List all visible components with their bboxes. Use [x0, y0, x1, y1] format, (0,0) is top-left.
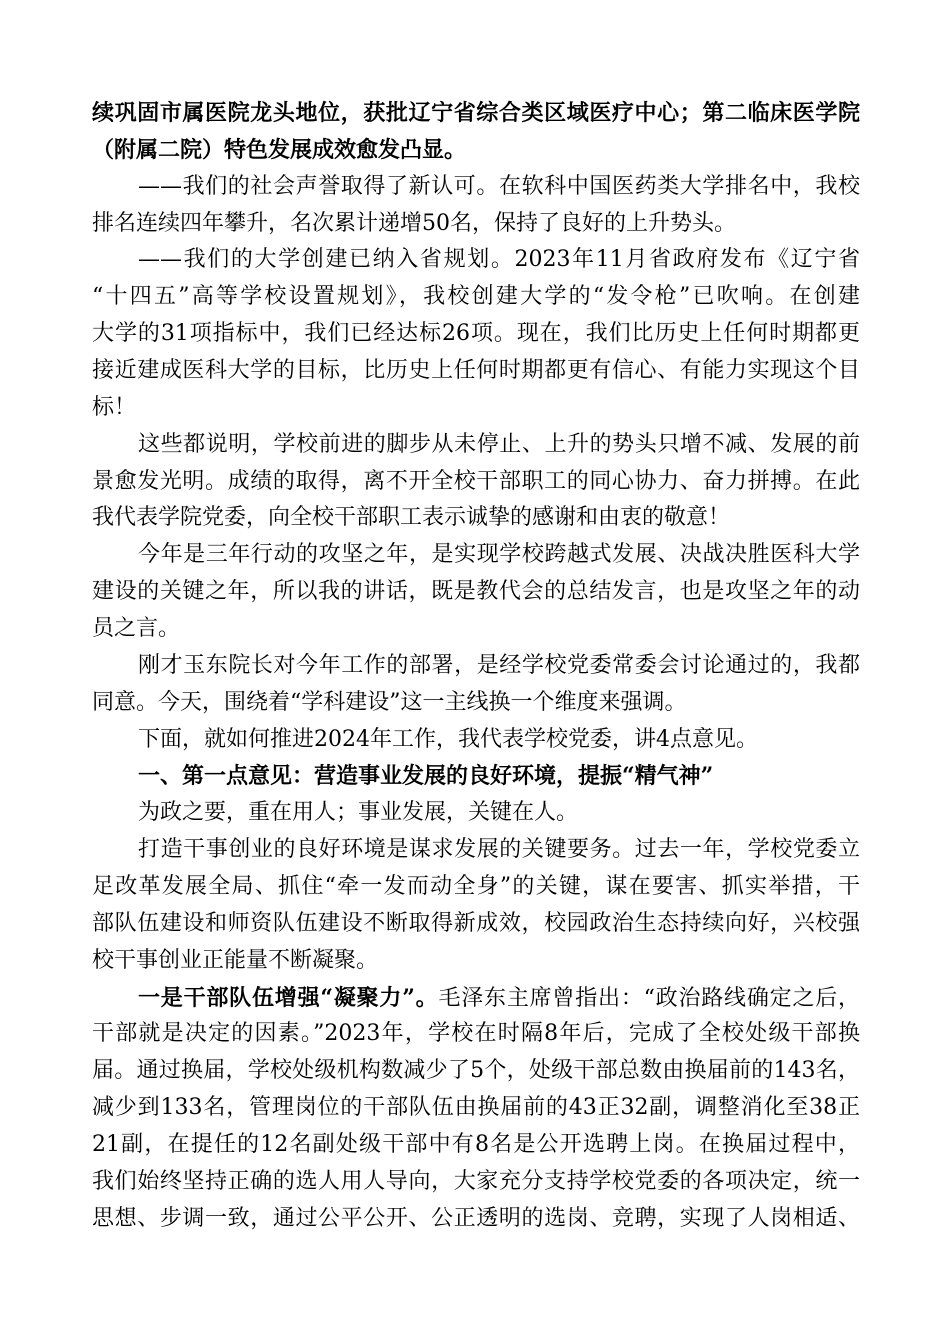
bold-lead-in: 一是干部队伍增强“凝聚力”。	[138, 984, 439, 1011]
text-line	[92, 869, 860, 906]
text-line	[92, 242, 860, 279]
line-text: 21副，在提任的12名副处级干部中有8名是公开选聘上岗。在换届过程中，	[92, 1132, 860, 1158]
paragraph	[92, 722, 860, 759]
line-text: 思想、步调一致，通过公平公开、公正透明的选岗、竞聘，实现了人岗相适、	[92, 1205, 860, 1231]
paragraph	[92, 832, 860, 979]
text-line	[92, 722, 860, 759]
line-text: 排名连续四年攀升，名次累计递增50名，保持了良好的上升势头。	[92, 210, 736, 236]
paragraph	[92, 795, 860, 832]
text-line	[92, 464, 860, 501]
line-text: 减少到133名，管理岗位的干部队伍由换届前的43正32副，调整消化至38正	[92, 1095, 860, 1121]
text-line	[92, 1201, 860, 1238]
text-line	[92, 1164, 860, 1201]
line-text: 接近建成医科大学的目标，比历史上任何时期都更有信心、有能力实现这个目	[92, 358, 860, 384]
text-line	[92, 537, 860, 574]
paragraph	[92, 537, 860, 648]
paragraph	[92, 169, 860, 243]
line-text: （附属二院）特色发展成效愈发凸显。	[92, 136, 467, 163]
text-line	[92, 206, 860, 243]
text-line	[92, 574, 860, 611]
line-text: 打造干事创业的良好环境是谋求发展的关键要务。过去一年，学校党委立	[138, 837, 860, 863]
line-text: 部队伍建设和师资队伍建设不断取得新成效，校园政治生态持续向好，兴校强	[92, 910, 860, 936]
paragraph	[92, 427, 860, 538]
line-text: 毛泽东主席曾指出：“政治路线确定之后，	[438, 985, 861, 1011]
line-text: 下面，就如何推进2024年工作，我代表学校党委，讲4点意见。	[138, 726, 758, 752]
text-line	[92, 500, 860, 537]
text-line	[92, 1090, 860, 1127]
line-text: 同意。今天，围绕着“学科建设”这一主线换一个维度来强调。	[92, 689, 687, 715]
text-line	[92, 132, 860, 169]
line-text: 我代表学院党委，向全校干部职工表示诚挚的感谢和由衷的敬意！	[92, 505, 731, 531]
text-line	[92, 832, 860, 869]
text-line	[92, 611, 860, 648]
line-text: 届。通过换届，学校处级机构数减少了5个，处级干部总数由换届前的143名，	[92, 1058, 860, 1084]
paragraph	[92, 980, 860, 1238]
text-line	[92, 279, 860, 316]
line-text: 干部就是决定的因素。”2023年，学校在时隔8年后，完成了全校处级干部换	[92, 1021, 860, 1047]
text-line	[92, 758, 860, 795]
line-text: 刚才玉东院长对今年工作的部署，是经学校党委常委会讨论通过的，我都	[138, 652, 860, 678]
line-text: ——我们的社会声誉取得了新认可。在软科中国医药类大学排名中，我校	[138, 173, 860, 199]
text-line	[92, 1016, 860, 1053]
text-line	[92, 943, 860, 980]
text-line	[92, 685, 860, 722]
line-text: 大学的31项指标中，我们已经达标26项。现在，我们比历史上任何时期都更	[92, 321, 860, 347]
text-line	[92, 1053, 860, 1090]
line-text: 建设的关键之年，所以我的讲话，既是教代会的总结发言，也是攻坚之年的动	[92, 579, 860, 605]
text-line	[92, 980, 860, 1017]
line-text: 我们始终坚持正确的选人用人导向，大家充分支持学校党委的各项决定，统一	[92, 1168, 860, 1194]
text-line	[92, 648, 860, 685]
line-text: 校干事创业正能量不断凝聚。	[92, 947, 379, 973]
line-text: “十四五”高等学校设置规划》，我校创建大学的“发令枪”已吹响。在创建	[92, 284, 860, 310]
text-line	[92, 906, 860, 943]
text-line	[92, 95, 860, 132]
line-text: 足改革发展全局、抓住“牵一发而动全身”的关键，谋在要害、抓实举措，干	[92, 874, 860, 900]
line-text: 为政之要，重在用人；事业发展，关键在人。	[138, 800, 579, 826]
paragraph	[92, 95, 860, 169]
text-line	[92, 1127, 860, 1164]
line-text: 一、第一点意见：营造事业发展的良好环境，提振“精气神”	[138, 763, 714, 790]
line-text: 续巩固市属医院龙头地位，获批辽宁省综合类区域医疗中心；第二临床医学院	[92, 100, 860, 126]
text-line	[92, 353, 860, 390]
line-text: 这些都说明，学校前进的脚步从未停止、上升的势头只增不减、发展的前	[138, 431, 860, 457]
line-text: 员之言。	[92, 616, 181, 642]
line-text: 景愈发光明。成绩的取得，离不开全校干部职工的同心协力、奋力拼搏。在此	[92, 468, 860, 494]
text-line	[92, 316, 860, 353]
text-line	[92, 427, 860, 464]
text-line	[92, 795, 860, 832]
line-text: 标！	[92, 394, 137, 420]
line-text: ——我们的大学创建已纳入省规划。2023年11月省政府发布《辽宁省	[138, 247, 860, 273]
text-line	[92, 169, 860, 206]
paragraph	[92, 648, 860, 722]
text-line	[92, 390, 860, 427]
paragraph	[92, 242, 860, 426]
line-text: 今年是三年行动的攻坚之年，是实现学校跨越式发展、决战决胜医科大学	[138, 542, 860, 568]
document-page	[92, 95, 860, 1238]
paragraph	[92, 758, 860, 795]
